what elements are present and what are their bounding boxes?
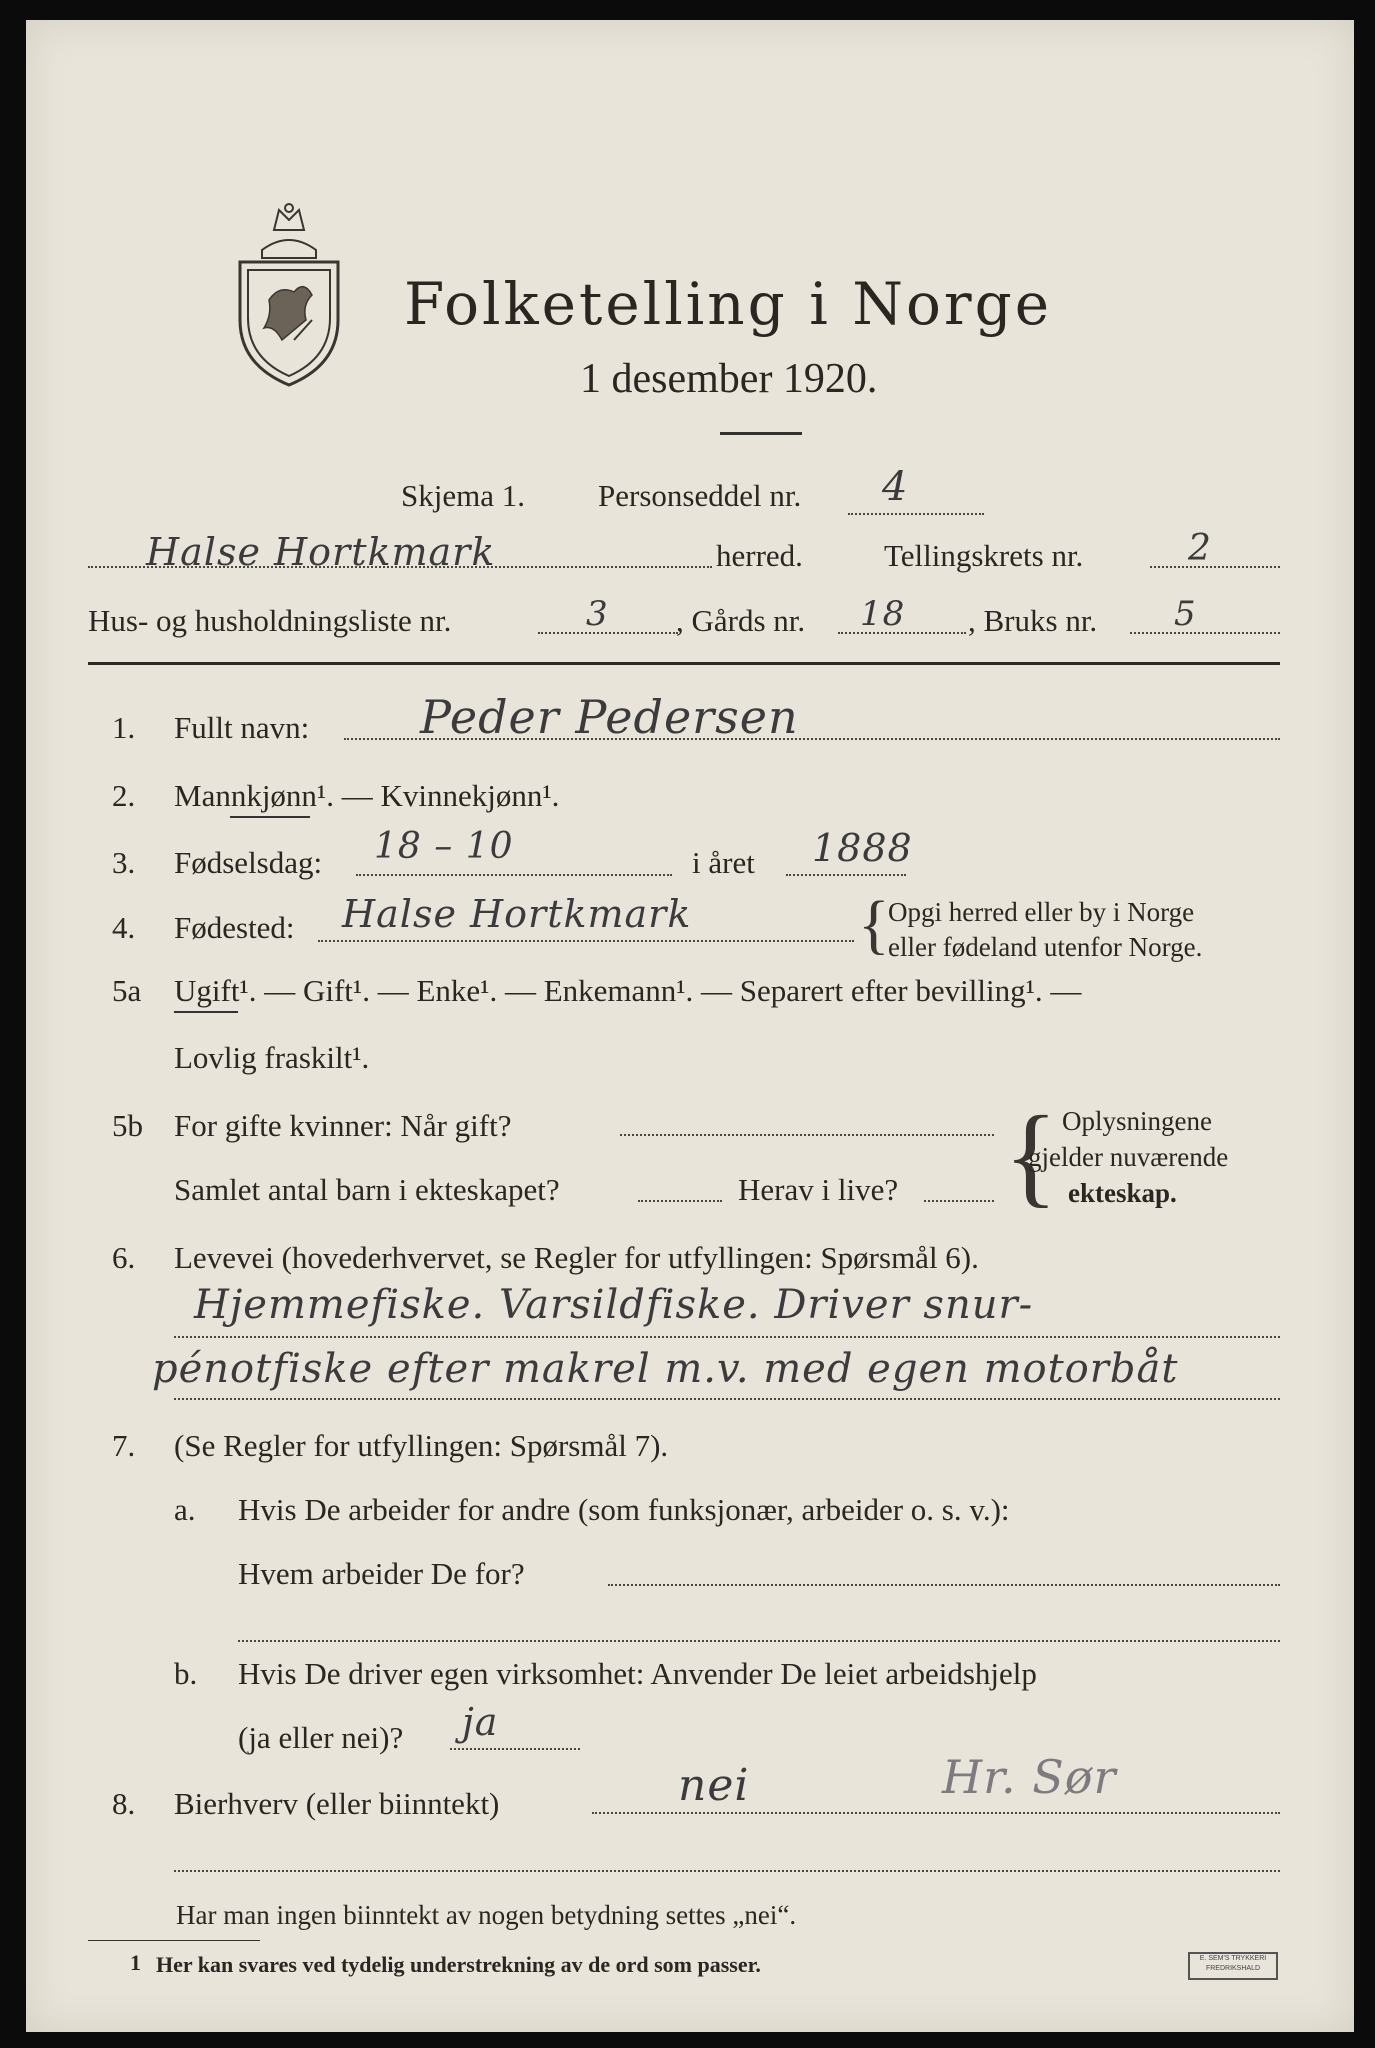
q7a-line-1: Hvis De arbeider for andre (som funksjonær, arbeider o. s. v.): <box>238 1492 1010 1527</box>
q6-value-line-1: Hjemmefiske. Varsildfiske. Driver snur- <box>194 1282 1034 1328</box>
q7b-line-2: (ja eller nei)? <box>238 1720 404 1755</box>
q1-number: 1. <box>112 710 136 745</box>
q6-line-2 <box>174 1398 1280 1400</box>
q7a-line-2-dots <box>608 1584 1280 1586</box>
q8-extra-line <box>174 1870 1280 1872</box>
q5b-number: 5b <box>112 1108 143 1143</box>
q1-value: Peder Pedersen <box>420 690 799 744</box>
personseddel-value: 4 <box>882 464 909 510</box>
personseddel-line <box>848 513 984 515</box>
q6-label: Levevei (hovederhvervet, se Regler for utfyllingen: Spørsmål 6). <box>174 1240 979 1275</box>
q5b-note-line-3: ekteskap. <box>1068 1178 1177 1208</box>
q6-number: 6. <box>112 1240 136 1275</box>
q8-line <box>592 1812 1280 1814</box>
q3-year-line <box>786 874 906 876</box>
bruks-line <box>1130 632 1280 634</box>
q5b-note-line-2: gjelder nuværende <box>1028 1142 1229 1172</box>
q5a-underline <box>174 1011 238 1013</box>
q5b-brace: { <box>1004 1094 1058 1218</box>
page-title: Folketelling i Norge <box>404 270 1053 338</box>
q6-line-1 <box>174 1336 1280 1338</box>
q8-number: 8. <box>112 1786 136 1821</box>
q8-label: Bierhverv (eller biinntekt) <box>174 1786 500 1821</box>
q5a-line-2: Lovlig fraskilt¹. <box>174 1040 370 1075</box>
q2-label: Mannkjønn¹. — Kvinnekjønn¹. <box>174 778 560 813</box>
q3-label: Fødselsdag: <box>174 845 323 880</box>
tellingskrets-label: Tellingskrets nr. <box>884 538 1084 573</box>
q7b-line-1: Hvis De driver egen virksomhet: Anvender De leiet arbeidshjelp <box>238 1656 1037 1691</box>
tellingskrets-value: 2 <box>1188 528 1212 569</box>
biinntekt-note: Har man ingen biinntekt av nogen betydning settes „nei“. <box>176 1900 797 1930</box>
q4-number: 4. <box>112 910 136 945</box>
q5b-note-line-1: Oplysningene <box>1062 1106 1212 1136</box>
footnote-separator <box>88 1940 260 1941</box>
q8-value: nei <box>678 1760 750 1811</box>
q7a-line-2: Hvem arbeider De for? <box>238 1556 525 1591</box>
q5b-line-2b: Herav i live? <box>738 1172 899 1207</box>
gards-value: 18 <box>860 594 906 634</box>
q5b-line-2a: Samlet antal barn i ekteskapet? <box>174 1172 560 1207</box>
q5a-line-1: Ugift¹. — Gift¹. — Enke¹. — Enkemann¹. — Separert efter bevilling¹. — <box>174 973 1082 1008</box>
q5b-line-1-dots <box>620 1134 994 1136</box>
q7b-value: ja <box>462 1700 499 1744</box>
q5b-line-1: For gifte kvinner: Når gift? <box>174 1108 512 1143</box>
q8-value-2: Hr. Sør <box>942 1750 1117 1804</box>
q3-number: 3. <box>112 845 136 880</box>
q4-note-line-1: Opgi herred eller by i Norge <box>888 897 1195 927</box>
q3-year-label: i året <box>692 845 755 880</box>
printer-stamp-line-2: FREDRIKSHALD <box>1205 1965 1261 1972</box>
q7-number: 7. <box>112 1428 136 1463</box>
q3-year-value: 1888 <box>812 826 913 870</box>
footnote-text: Her kan svares ved tydelig understrekning av de ord som passer. <box>156 1952 761 1977</box>
q3-value: 18 – 10 <box>374 826 514 867</box>
gards-label: , Gårds nr. <box>676 603 806 638</box>
q7a-line-3-dots <box>238 1640 1280 1642</box>
bruks-label: , Bruks nr. <box>968 603 1098 638</box>
coat-of-arms-icon <box>234 200 344 394</box>
herred-label: herred. <box>716 538 803 573</box>
q4-value: Halse Hortkmark <box>342 892 692 936</box>
personseddel-label: Personseddel nr. <box>598 478 802 513</box>
q5b-line-2a-dots <box>638 1200 722 1202</box>
q3-line <box>356 874 672 876</box>
herred-value: Halse Hortkmark <box>146 530 496 574</box>
q5b-line-2b-dots <box>924 1200 994 1202</box>
q4-label: Fødested: <box>174 910 295 945</box>
q1-label: Fullt navn: <box>174 710 310 745</box>
title-divider <box>720 432 802 435</box>
q7b-letter: b. <box>174 1656 198 1691</box>
bruks-value: 5 <box>1174 594 1197 634</box>
printer-stamp-line-1: E. SEM'S TRYKKERI <box>1199 1955 1267 1962</box>
q7a-letter: a. <box>174 1492 196 1527</box>
hus-value: 3 <box>586 594 609 634</box>
q7b-line-2-dots <box>450 1748 580 1750</box>
q7-label: (Se Regler for utfyllingen: Spørsmål 7). <box>174 1428 669 1463</box>
header-separator <box>88 662 1280 665</box>
printer-stamp <box>1188 1952 1278 1980</box>
census-date: 1 desember 1920. <box>580 356 878 402</box>
q5a-number: 5a <box>112 973 142 1008</box>
q4-note-line-2: eller fødeland utenfor Norge. <box>888 932 1203 962</box>
hus-label: Hus- og husholdningsliste nr. <box>88 603 452 638</box>
q4-line <box>318 940 854 942</box>
q6-value-line-2: pénotfiske efter makrel m.v. med egen motorbåt <box>152 1346 1179 1392</box>
census-form-page <box>26 20 1354 2032</box>
tellingskrets-line <box>1150 566 1280 568</box>
q2-number: 2. <box>112 778 136 813</box>
q4-brace: { <box>858 888 890 961</box>
skjema-label: Skjema 1. <box>401 478 525 513</box>
footnote-mark: 1 <box>130 1950 141 1975</box>
q2-underline <box>230 816 310 818</box>
